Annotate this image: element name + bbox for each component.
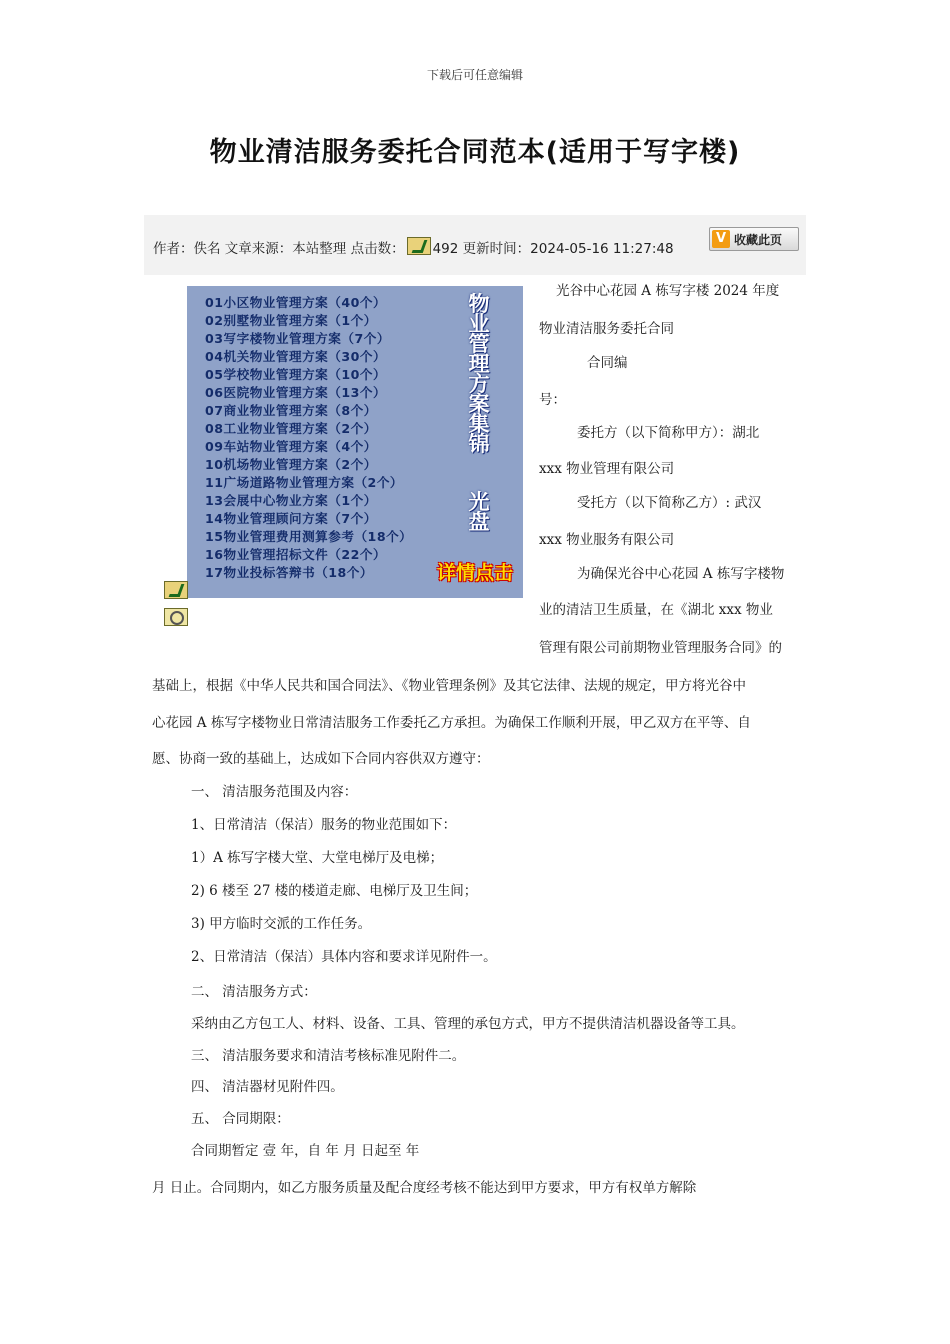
meta-author-source: 作者：佚名 文章来源：本站整理 点击数： — [153, 241, 405, 257]
preamble-line: 管理有限公司前期物业管理服务合同》的 — [539, 640, 782, 656]
meta-hits: 492 — [432, 241, 459, 257]
contract-number-label: 合同编 — [587, 355, 628, 371]
section-heading: 一、 清洁服务范围及内容： — [191, 784, 358, 800]
ad-item: 01小区物业管理方案（40个） — [205, 295, 387, 310]
ad-item-list — [205, 294, 412, 582]
meta-update-time: 2024-05-16 11:27:48 — [530, 241, 674, 257]
document-title: 物业清洁服务委托合同范本(适用于写字楼) — [209, 137, 741, 168]
ad-item: 02别墅物业管理方案（1个） — [205, 313, 377, 328]
body-line: 采纳由乙方包工人、材料、设备、工具、管理的承包方式，甲方不提供清洁机器设备等工具。 — [191, 1016, 745, 1032]
arrow-icon[interactable] — [164, 581, 188, 599]
contract-intro-line: 物业清洁服务委托合同 — [539, 321, 674, 337]
section-heading: 三、 清洁服务要求和清洁考核标准见附件二。 — [191, 1048, 466, 1064]
ad-item: 10机场物业管理方案（2个） — [205, 457, 377, 472]
body-line: 2、日常清洁（保洁）具体内容和要求详见附件一。 — [191, 949, 497, 965]
header-note: 下载后可任意编辑 — [426, 68, 523, 82]
ad-banner[interactable] — [187, 286, 523, 598]
ad-item: 09车站物业管理方案（4个） — [205, 439, 377, 454]
ad-item: 06医院物业管理方案（13个） — [205, 385, 387, 400]
preamble-line: 业的清洁卫生质量，在《湖北 xxx 物业 — [539, 602, 773, 618]
body-line: 1）A 栋写字楼大堂、大堂电梯厅及电梯； — [191, 850, 444, 866]
ad-item: 13会展中心物业方案（1个） — [205, 493, 377, 508]
favorite-label: 收藏此页 — [734, 232, 783, 247]
ad-details-link[interactable]: 详情点击 — [437, 562, 514, 584]
ad-side-title-text: 物 业 管 理 方 案 集 锦 — [468, 292, 490, 456]
ad-item: 11广场道路物业管理方案（2个） — [205, 475, 404, 490]
preamble-line: 为确保光谷中心花园 A 栋写字楼物 — [577, 566, 785, 582]
ad-item: 16物业管理招标文件（22个） — [205, 547, 387, 562]
body-line: 愿、协商一致的基础上，达成如下合同内容供双方遵守： — [152, 751, 490, 767]
section-heading: 二、 清洁服务方式： — [191, 984, 317, 1000]
body-line: 心花园 A 栋写字楼物业日常清洁服务工作委托乙方承担。为确保工作顺利开展，甲乙双方在平等、自 — [152, 715, 751, 731]
favorite-page-button[interactable] — [709, 227, 799, 251]
article-meta-bar — [144, 215, 806, 275]
section-heading: 五、 合同期限： — [191, 1111, 290, 1127]
client-party-line: 委托方（以下简称甲方）：湖北 — [577, 425, 760, 441]
contractor-party-line: 受托方（以下简称乙方）: 武汉 — [577, 495, 762, 511]
client-party-line: xxx 物业管理有限公司 — [539, 461, 675, 477]
contract-intro-line: 光谷中心花园 A 栋写字楼 2024 年度 — [556, 283, 780, 299]
article-meta-text — [153, 237, 674, 257]
ad-item: 15物业管理费用测算参考（18个） — [205, 529, 413, 544]
hits-icon — [407, 237, 431, 255]
body-line: 1、日常清洁（保洁）服务的物业范围如下： — [191, 817, 457, 833]
ad-side-disc-text: 光 盘 — [468, 490, 490, 534]
ad-item: 08工业物业管理方案（2个） — [205, 421, 377, 436]
refresh-icon[interactable] — [164, 608, 188, 626]
meta-update-label: 更新时间： — [458, 241, 531, 257]
body-line: 月 日止。合同期内，如乙方服务质量及配合度经考核不能达到甲方要求，甲方有权单方解除 — [152, 1180, 697, 1196]
ad-item: 03写字楼物业管理方案（7个） — [205, 331, 390, 346]
ad-item: 05学校物业管理方案（10个） — [205, 367, 387, 382]
contractor-party-line: xxx 物业服务有限公司 — [539, 532, 675, 548]
ad-item: 07商业物业管理方案（8个） — [205, 403, 377, 418]
favorite-v-icon: V — [712, 230, 730, 248]
section-heading: 四、 清洁器材见附件四。 — [191, 1079, 344, 1095]
ad-item: 04机关物业管理方案（30个） — [205, 349, 387, 364]
ad-item: 17物业投标答辩书（18个） — [205, 565, 373, 580]
body-line: 合同期暂定 壹 年，自 年 月 日起至 年 — [191, 1143, 420, 1159]
ad-item: 14物业管理顾问方案（7个） — [205, 511, 377, 526]
body-line: 基础上，根据《中华人民共和国合同法》、《物业管理条例》及其它法律、法规的规定，甲方将光谷中 — [152, 678, 746, 694]
body-line: 2) 6 楼至 27 楼的楼道走廊、电梯厅及卫生间； — [191, 883, 478, 899]
body-line: 3) 甲方临时交派的工作任务。 — [191, 916, 372, 932]
ad-side-title — [459, 294, 499, 532]
contract-number-label: 号： — [539, 392, 566, 408]
